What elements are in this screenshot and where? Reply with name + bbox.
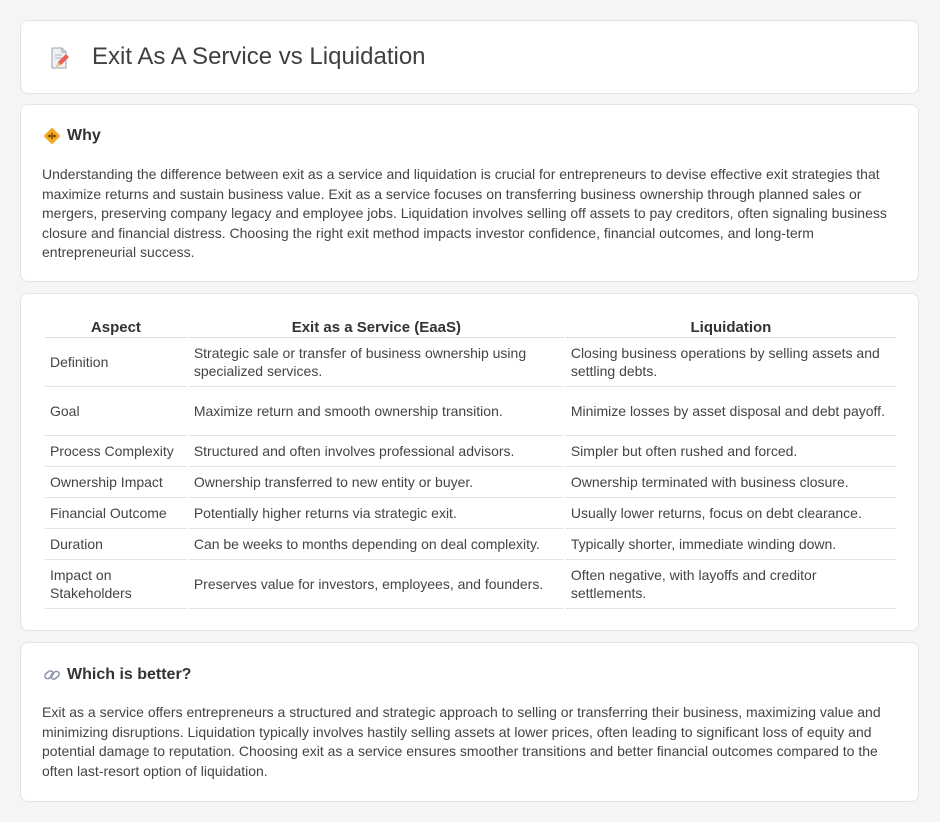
table-header-row [45,316,896,338]
column-header-aspect: Aspect [45,316,187,338]
column-header-liquidation: Liquidation [566,316,896,338]
why-heading-text: Why [67,127,101,144]
table-cell-aspect: Ownership Impact [45,467,187,498]
table-row [45,338,896,387]
document-pencil-icon [47,46,71,70]
table-cell-liquidation: Closing business operations by selling assets and settling debts. [566,338,896,387]
table-row [45,436,896,467]
table-cell-eaas: Potentially higher returns via strategic exit. [189,498,564,529]
table-cell-liquidation: Minimize losses by asset disposal and debt payoff. [566,387,896,436]
which-is-better-section [20,642,919,802]
table-cell-liquidation: Typically shorter, immediate winding down. [566,529,896,560]
table-cell-aspect: Definition [45,338,187,387]
table-row [45,529,896,560]
which-is-better-heading-text: Which is better? [67,666,192,683]
table-cell-liquidation: Simpler but often rushed and forced. [566,436,896,467]
diamond-sign-icon [43,127,61,145]
table-row [45,498,896,529]
table-cell-aspect: Financial Outcome [45,498,187,529]
comparison-section [20,293,919,631]
which-is-better-paragraph: Exit as a service offers entrepreneurs a structured and strategic approach to selling or transferring their business, maximizing value and minimizing disruptions. Liquidation typically involves hastily selling assets at lower prices, often leading to significant loss of equity and potential damage to reputation. Choosing exit as a service ensures smoother transitions and better financial outcomes compared to the often last-resort option of liquidation. [42,704,881,779]
column-header-eaas: Exit as a Service (EaaS) [189,316,564,338]
which-is-better-heading [43,666,191,684]
table-cell-aspect: Impact on Stakeholders [45,560,187,609]
table-row [45,467,896,498]
table-row [45,560,896,609]
why-heading [43,127,101,145]
table-cell-aspect: Duration [45,529,187,560]
comparison-table [43,316,898,609]
why-paragraph: Understanding the difference between exit as a service and liquidation is crucial for entrepreneurs to devise effective exit strategies that maximize returns and sustain business value. Exit as a service focuses on transferring business ownership through planned sales or mergers, preserving company legacy and employee jobs. Liquidation involves selling off assets to pay creditors, often signaling business closure and financial distress. Choosing the right exit method impacts investor confidence, financial outcomes, and long-term entrepreneurial success. [42,166,887,260]
table-cell-liquidation: Ownership terminated with business closure. [566,467,896,498]
table-cell-liquidation: Usually lower returns, focus on debt clearance. [566,498,896,529]
header-card [20,20,919,94]
table-cell-eaas: Preserves value for investors, employees, and founders. [189,560,564,609]
table-cell-eaas: Structured and often involves professional advisors. [189,436,564,467]
table-cell-aspect: Process Complexity [45,436,187,467]
table-cell-eaas: Maximize return and smooth ownership transition. [189,387,564,436]
table-cell-eaas: Can be weeks to months depending on deal complexity. [189,529,564,560]
page-title: Exit As A Service vs Liquidation [92,43,426,70]
table-cell-eaas: Ownership transferred to new entity or buyer. [189,467,564,498]
table-cell-eaas: Strategic sale or transfer of business ownership using specialized services. [189,338,564,387]
table-cell-liquidation: Often negative, with layoffs and creditor settlements. [566,560,896,609]
link-icon [43,666,61,684]
why-section [20,104,919,282]
table-row [45,387,896,436]
table-cell-aspect: Goal [45,387,187,436]
